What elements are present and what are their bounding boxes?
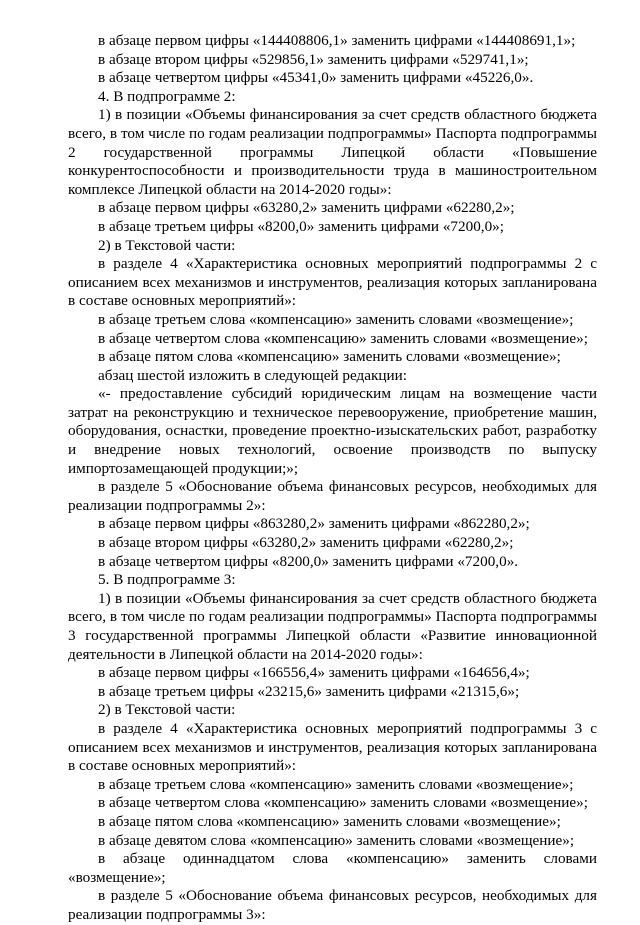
paragraph: в абзаце четвертом слова «компенсацию» заменить словами «возмещение»; bbox=[98, 329, 588, 347]
paragraph: в разделе 4 «Характеристика основных мероприятий подпрограммы 2 с описанием всех механизмов и инструментов, реализация которых запланирована в составе основных мероприятий»: bbox=[68, 255, 597, 310]
paragraph: 2) в Текстовой части: bbox=[98, 236, 236, 254]
paragraph: в абзаце первом цифры «63280,2» заменить цифрами «62280,2»; bbox=[98, 199, 515, 217]
paragraph: в абзаце пятом слова «компенсацию» заменить словами «возмещение»; bbox=[98, 348, 561, 366]
paragraph: в абзаце пятом слова «компенсацию» заменить словами «возмещение»; bbox=[98, 812, 561, 830]
paragraph: в разделе 4 «Характеристика основных мероприятий подпрограммы 3 с описанием всех механизмов и инструментов, реализация которых запланирована в составе основных мероприятий»: bbox=[68, 719, 597, 775]
paragraph: в абзаце третьем цифры «8200,0» заменить цифрами «7200,0»; bbox=[98, 217, 504, 235]
document-page bbox=[68, 32, 597, 925]
paragraph: в разделе 5 «Обоснование объема финансовых ресурсов, необходимых для реализации подпрограммы 2»: bbox=[68, 478, 597, 514]
paragraph: в абзаце третьем слова «компенсацию» заменить словами «возмещение»; bbox=[98, 775, 574, 793]
paragraph: в абзаце третьем цифры «23215,6» заменить цифрами «21315,6»; bbox=[98, 682, 520, 700]
section-heading: 4. В подпрограмме 2: bbox=[98, 87, 236, 105]
paragraph: в абзаце втором цифры «63280,2» заменить цифрами «62280,2»; bbox=[98, 534, 514, 552]
paragraph: 1) в позиции «Объемы финансирования за счет средств областного бюджета всего, в том числе по годам реализации подпрограммы» Паспорта подпрограммы 3 государственной программы Липецкой области «Развитие инновационной деятельности в Липецкой области на 2014-2020 годы»: bbox=[68, 589, 597, 663]
paragraph: в разделе 5 «Обоснование объема финансовых ресурсов, необходимых для реализации подпрограммы 3»: bbox=[68, 887, 597, 923]
paragraph: в абзаце одиннадцатом слова «компенсацию» заменить словами «возмещение»; bbox=[68, 850, 597, 886]
paragraph: в абзаце первом цифры «863280,2» заменить цифрами «862280,2»; bbox=[98, 515, 530, 533]
paragraph: в абзаце первом цифры «144408806,1» заменить цифрами «144408691,1»; bbox=[98, 32, 576, 49]
paragraph: в абзаце третьем слова «компенсацию» заменить словами «возмещение»; bbox=[98, 310, 574, 328]
paragraph: в абзаце втором цифры «529856,1» заменить цифрами «529741,1»; bbox=[98, 50, 529, 68]
paragraph: в абзаце четвертом цифры «45341,0» заменить цифрами «45226,0». bbox=[98, 69, 534, 87]
quoted-paragraph: «- предоставление субсидий юридическим лицам на возмещение части затрат на реконструкцию и техническое перевооружение, приобретение машин, оборудования, оснастки, проведение проектно-изыскательских работ, разработку и внедрение новых технологий, освоение производств по выпуску импортозамещающей продукции;»; bbox=[68, 385, 597, 477]
paragraph: в абзаце девятом слова «компенсацию» заменить словами «возмещение»; bbox=[98, 831, 575, 849]
paragraph: 1) в позиции «Объемы финансирования за счет средств областного бюджета всего, в том числе по годам реализации подпрограммы» Паспорта подпрограммы 2 государственной программы Липецкой области «Повышение конкурентоспособности и производительности труда в машиностроительном комплексе Липецкой области на 2014-2020 годы»: bbox=[68, 106, 597, 198]
paragraph: 2) в Текстовой части: bbox=[98, 701, 236, 719]
paragraph: в абзаце первом цифры «166556,4» заменить цифрами «164656,4»; bbox=[98, 664, 530, 682]
paragraph: в абзаце четвертом цифры «8200,0» заменить цифрами «7200,0». bbox=[98, 552, 519, 570]
section-heading: 5. В подпрограмме 3: bbox=[98, 571, 236, 589]
paragraph: в абзаце четвертом слова «компенсацию» заменить словами «возмещение»; bbox=[98, 794, 588, 812]
paragraph: абзац шестой изложить в следующей редакции: bbox=[98, 366, 407, 384]
